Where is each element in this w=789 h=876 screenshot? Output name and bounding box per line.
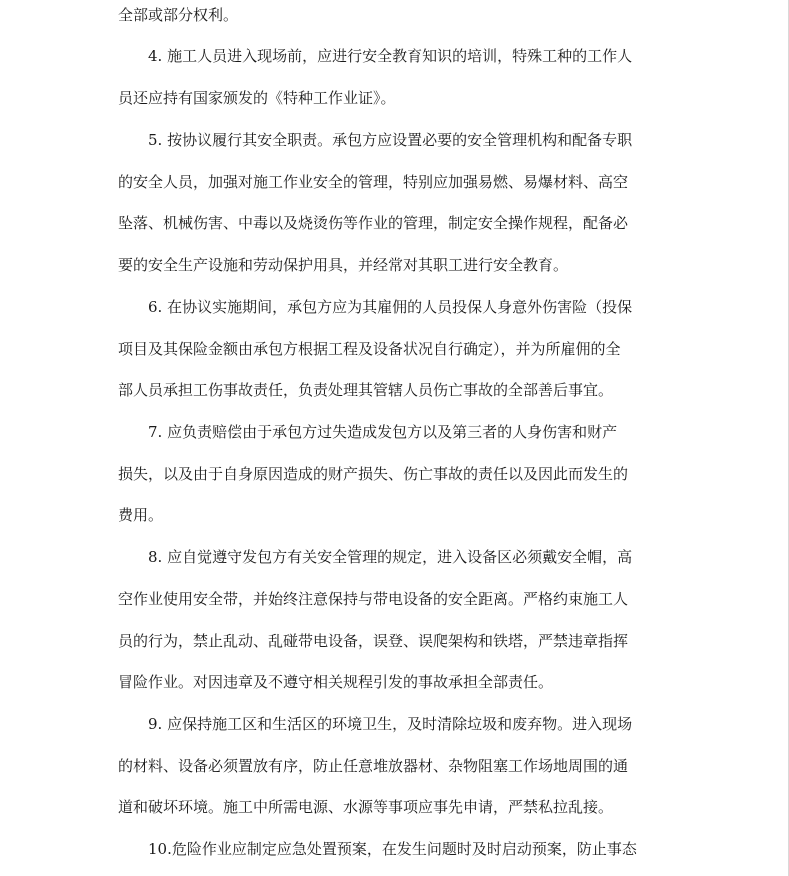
clause-10-first-line: 10.危险作业应制定应急处置预案，在发生问题时及时启动预案，防止事态 [148, 840, 637, 858]
text-line: 坠落、机械伤害、中毒以及烧烫伤等作业的管理，制定安全操作规程，配备必 [118, 214, 629, 232]
clause-6-first-line: 6. 在协议实施期间，承包方应为其雇佣的人员投保人身意外伤害险（投保 [148, 298, 633, 316]
text-line: 空作业使用安全带，并始终注意保持与带电设备的安全距离。严格约束施工人 [118, 590, 629, 608]
text-line: 项目及其保险金额由承包方根据工程及设备状况自行确定），并为所雇佣的全 [118, 340, 621, 358]
text-line: 道和破坏环境。施工中所需电源、水源等事项应事先申请，严禁私拉乱接。 [118, 798, 614, 816]
text-line: 员的行为，禁止乱动、乱碰带电设备，误登、误爬架构和铁塔，严禁违章指挥 [118, 632, 629, 650]
text-line: 损失，以及由于自身原因造成的财产损失、伤亡事故的责任以及因此而发生的 [118, 465, 629, 483]
clause-4-first-line: 4. 施工人员进入现场前，应进行安全教育知识的培训，特殊工种的工作人 [148, 47, 633, 65]
text-line: 冒险作业。对因违章及不遵守相关规程引发的事故承担全部责任。 [118, 673, 554, 691]
clause-7-first-line: 7. 应负责赔偿由于承包方过失造成发包方以及第三者的人身伤害和财产 [148, 423, 618, 441]
clause-5-first-line: 5. 按协议履行其安全职责。承包方应设置必要的安全管理机构和配备专职 [148, 131, 633, 149]
text-line: 部人员承担工伤事故责任，负责处理其管辖人员伤亡事故的全部善后事宜。 [118, 381, 614, 399]
clause-9-first-line: 9. 应保持施工区和生活区的环境卫生，及时清除垃圾和废弃物。进入现场 [148, 715, 633, 733]
text-line: 费用。 [118, 506, 164, 524]
clause-8-first-line: 8. 应自觉遵守发包方有关安全管理的规定，进入设备区必须戴安全帽，高 [148, 548, 633, 566]
text-line: 的安全人员，加强对施工作业安全的管理，特别应加强易燃、易爆材料、高空 [118, 173, 629, 191]
text-line: 员还应持有国家颁发的《特种工作业证》。 [118, 89, 396, 107]
text-line: 全部或部分权利。 [118, 6, 239, 24]
text-line: 的材料、设备必须置放有序，防止任意堆放器材、杂物阻塞工作场地周围的通 [118, 757, 629, 775]
text-line: 要的安全生产设施和劳动保护用具，并经常对其职工进行安全教育。 [118, 256, 569, 274]
